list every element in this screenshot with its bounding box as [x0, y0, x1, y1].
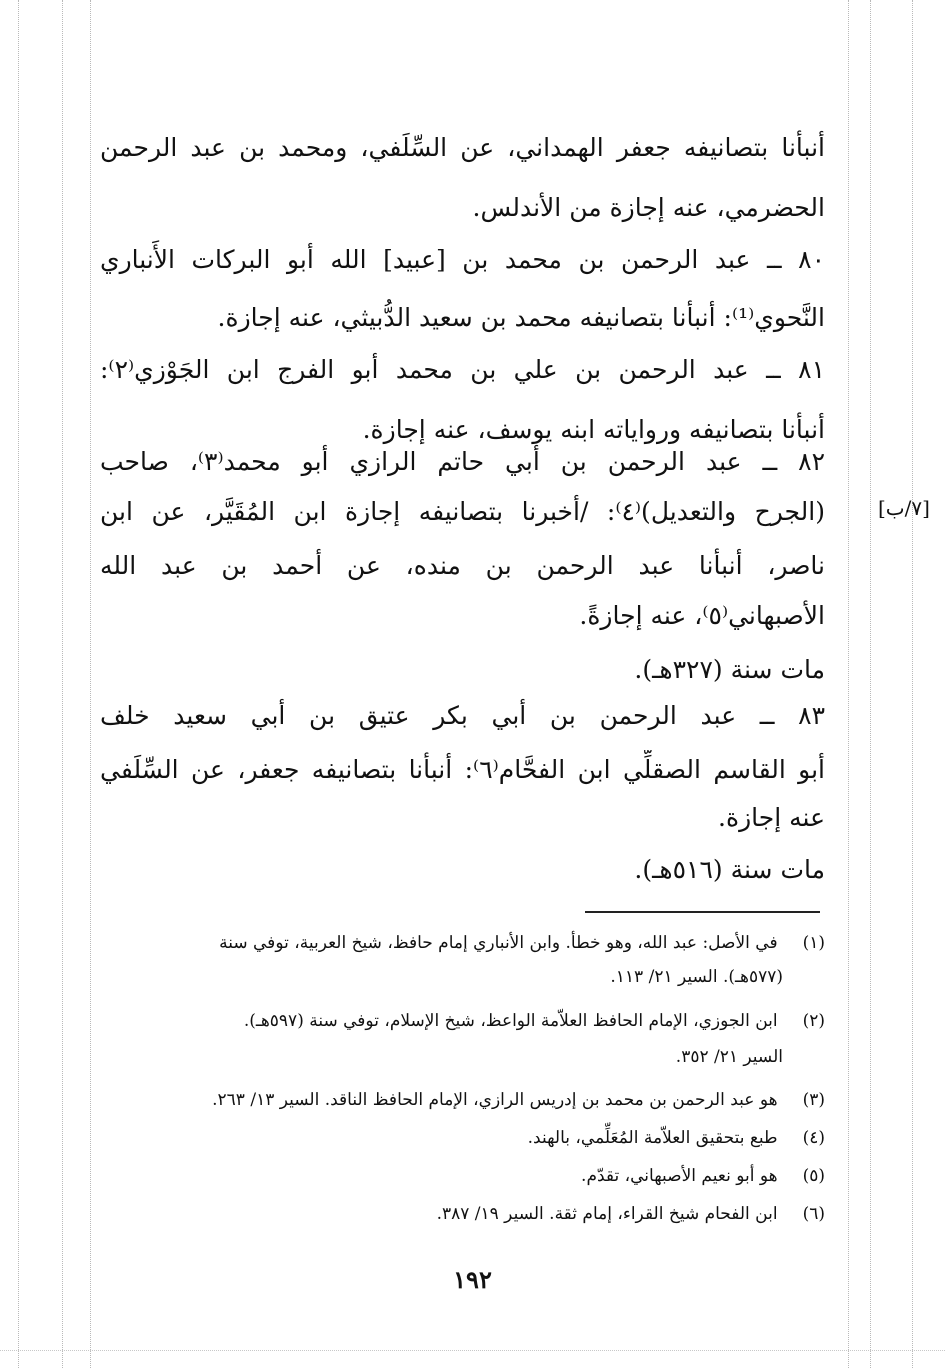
death-year: مات سنة (٣٢٧هـ).: [634, 655, 825, 684]
guide-line: [848, 0, 849, 1368]
footnote-5: [100, 1160, 825, 1192]
footnote-number: (١): [802, 933, 825, 953]
footnote-text: في الأصل: عبد الله، وهو خطأ. وابن الأنباري إمام حافظ، شيخ العربية، توفي سنة: [219, 933, 778, 953]
guide-line: [0, 1350, 945, 1351]
text-line: عنه إجازة.: [718, 803, 825, 832]
text-line: الحضرمي، عنه إجازة من الأندلس.: [472, 193, 825, 222]
footnote-4: [100, 1122, 825, 1154]
text-line: أبو القاسم الصقلِّي ابن الفحَّام⁽٦⁾: أنبأنا بتصانيفه جعفر، عن السِّلَفي: [100, 755, 825, 784]
page-number: ١٩٢: [453, 1265, 492, 1294]
death-year: مات سنة (٥١٦هـ).: [634, 855, 825, 884]
footnote-1: [100, 927, 825, 959]
footnote-text: هو عبد الرحمن بن محمد بن إدريس الرازي، الإمام الحافظ الناقد. السير ١٣/ ٢٦٣.: [212, 1090, 778, 1110]
text-line: الأصبهاني⁽٥⁾، عنه إجازةً.: [579, 601, 825, 630]
footnote-1-continued: (٥٧٧هـ). السير ٢١/ ١١٣.: [610, 967, 783, 987]
entry-83: ٨٣ ــ عبد الرحمن بن أبي بكر عتيق بن أبي سعيد خلف: [100, 701, 825, 730]
footnote-text: ابن الفحام شيخ القراء، إمام ثقة. السير ١٩/ ٣٨٧.: [436, 1204, 778, 1224]
entry-82: ٨٢ ــ عبد الرحمن بن أبي حاتم الرازي أبو محمد⁽٣⁾، صاحب: [100, 447, 825, 476]
text-line: النَّحوي⁽¹⁾: أنبأنا بتصانيفه محمد بن سعيد الدُّبيثي، عنه إجازة.: [217, 303, 825, 332]
guide-line: [62, 0, 63, 1368]
guide-line: [870, 0, 871, 1368]
entry-81: ٨١ ــ عبد الرحمن بن علي بن محمد أبو الفرج ابن الجَوْزي⁽٢⁾:: [100, 355, 825, 384]
footnote-2: [100, 1005, 825, 1037]
footnote-number: (٥): [802, 1166, 825, 1186]
footnote-2-continued: السير ٢١/ ٣٥٢.: [675, 1047, 783, 1067]
footnote-number: (٤): [802, 1128, 825, 1148]
footnote-text: هو أبو نعيم الأصبهاني، تقدّم.: [581, 1166, 778, 1186]
footnote-3: [100, 1084, 825, 1116]
footnote-text: طبع بتحقيق العلاّمة المُعَلِّمي، بالهند.: [527, 1128, 778, 1148]
text-line: أنبأنا بتصانيفه جعفر الهمداني، عن السِّلَفي، ومحمد بن عبد الرحمن: [100, 133, 825, 162]
guide-line: [18, 0, 19, 1368]
footnote-text: ابن الجوزي، الإمام الحافظ العلاّمة الواعظ، شيخ الإسلام، توفي سنة (٥٩٧هـ).: [243, 1011, 778, 1031]
guide-line: [912, 0, 913, 1368]
footnote-rule: [585, 911, 820, 913]
text-line: أنبأنا بتصانيفه ورواياته ابنه يوسف، عنه إجازة.: [362, 415, 825, 444]
text-line: (الجرح والتعديل)⁽٤⁾: /أخبرنا بتصانيفه إجازة ابن المُقَيَّر، عن ابن: [100, 497, 825, 526]
footnote-number: (٢): [802, 1011, 825, 1031]
folio-marker: [٧/ب]: [878, 496, 930, 520]
text-line: ناصر، أنبأنا عبد الرحمن بن منده، عن أحمد بن عبد الله: [100, 551, 825, 580]
guide-line: [90, 0, 91, 1368]
footnote-number: (٦): [802, 1204, 825, 1224]
footnote-number: (٣): [802, 1090, 825, 1110]
footnote-6: [100, 1198, 825, 1230]
entry-80: ٨٠ ــ عبد الرحمن بن محمد بن [عبيد] الله أبو البركات الأَنباري: [100, 245, 825, 274]
